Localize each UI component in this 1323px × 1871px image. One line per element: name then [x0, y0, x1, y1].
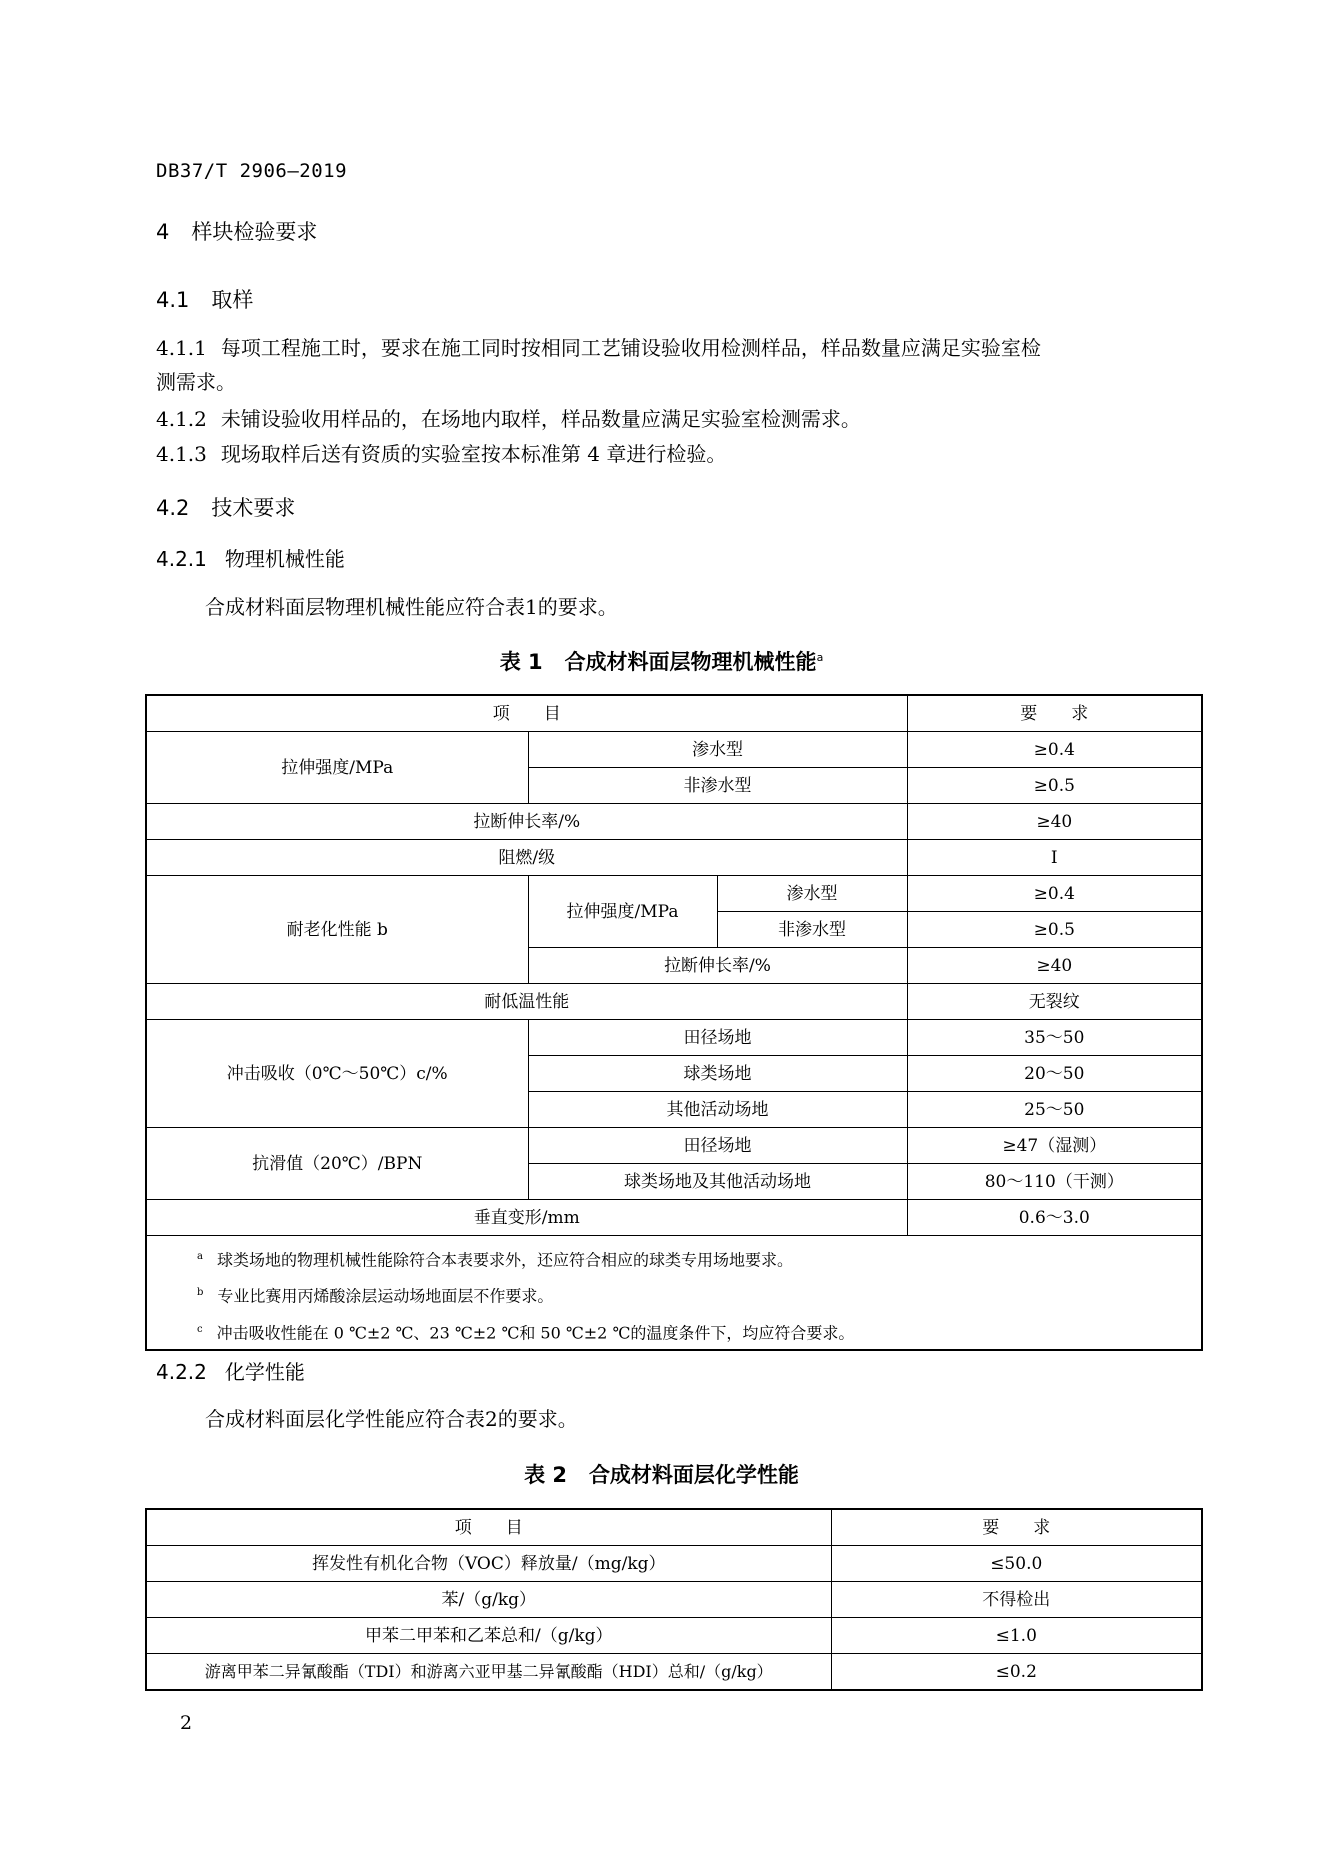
- section-heading-4-2: [156, 492, 295, 522]
- sub-label-non-permeable: 非渗水型: [717, 912, 907, 948]
- item-cell: 挥发性有机化合物（VOC）释放量/（mg/kg）: [146, 1546, 831, 1582]
- row-label-tensile: 拉伸强度/MPa: [146, 732, 528, 804]
- note-mark: c: [197, 1323, 203, 1335]
- sub-label-permeable: 渗水型: [717, 876, 907, 912]
- clause-number: 4.1.1: [156, 336, 207, 360]
- table-header-item: 项 目: [146, 695, 907, 732]
- table-note-a: [197, 1240, 1201, 1276]
- table-row: [146, 876, 1202, 912]
- sub-label-track: 田径场地: [528, 1128, 907, 1164]
- clause-text: 未铺设验收用样品的，在场地内取样，样品数量应满足实验室检测需求。: [220, 407, 861, 431]
- table-row: [146, 732, 1202, 768]
- table-header-requirement: 要 求: [831, 1509, 1202, 1546]
- table-row: [146, 984, 1202, 1020]
- sub-label-ball-other: 球类场地及其他活动场地: [528, 1164, 907, 1200]
- value-cell: 80～110（干测）: [907, 1164, 1202, 1200]
- section-heading-4-2-1: [156, 543, 345, 572]
- row-label-slip: 抗滑值（20℃）/BPN: [146, 1128, 528, 1200]
- note-mark: b: [197, 1287, 204, 1299]
- value-cell: ≥0.4: [907, 876, 1202, 912]
- table-header-item: 项 目: [146, 1509, 831, 1546]
- table-notes: [146, 1236, 1202, 1350]
- note-text: 冲击吸收性能在 0 ℃±2 ℃、23 ℃±2 ℃和 50 ℃±2 ℃的温度条件下，均应符合要求。: [216, 1322, 855, 1342]
- document-code: DB37/T 2906—2019: [156, 160, 348, 182]
- clause-number: 4.1.2: [156, 407, 207, 431]
- sub-label-aging-elongation: 拉断伸长率/%: [528, 948, 907, 984]
- table2-caption-title: 合成材料面层化学性能: [588, 1463, 799, 1487]
- clause-text: 现场取样后送有资质的实验室按本标准第 4 章进行检验。: [220, 442, 727, 466]
- value-cell: ≥0.4: [907, 732, 1202, 768]
- section-title: 样块检验要求: [191, 220, 318, 244]
- clause-4-1-2: [156, 402, 861, 436]
- table1-intro: 合成材料面层物理机械性能应符合表1的要求。: [205, 595, 618, 619]
- note-mark: a: [197, 1251, 203, 1262]
- item-cell: 甲苯二甲苯和乙苯总和/（g/kg）: [146, 1618, 831, 1654]
- table-row: [146, 840, 1202, 876]
- table-header-row: [146, 1509, 1202, 1546]
- table2-intro: 合成材料面层化学性能应符合表2的要求。: [205, 1407, 578, 1431]
- value-cell: ≥40: [907, 948, 1202, 984]
- section-title: 化学性能: [224, 1360, 305, 1384]
- table-note-b: [197, 1276, 1201, 1312]
- table-note-c: [197, 1313, 1201, 1349]
- value-cell: ≥47（湿测）: [907, 1128, 1202, 1164]
- value-cell: 0.6～3.0: [907, 1200, 1202, 1236]
- section-heading-4-2-2: [156, 1356, 305, 1385]
- sub-label-other: 其他活动场地: [528, 1092, 907, 1128]
- clause-4-1-1: [156, 331, 1041, 365]
- section-number: 4: [156, 220, 170, 244]
- table2-chemical: [145, 1508, 1203, 1691]
- table-row: [146, 1546, 1202, 1582]
- value-cell: 无裂纹: [907, 984, 1202, 1020]
- table1-caption: [0, 646, 1323, 676]
- table-row: [146, 1582, 1202, 1618]
- row-label-impact: 冲击吸收（0℃～50℃）c/%: [146, 1020, 528, 1128]
- row-label-aging: 耐老化性能 b: [146, 876, 528, 984]
- sub-label-non-permeable: 非渗水型: [528, 768, 907, 804]
- value-cell: 25～50: [907, 1092, 1202, 1128]
- table-header-row: [146, 695, 1202, 732]
- section-number: 4.2.1: [156, 547, 207, 571]
- table-row: [146, 1654, 1202, 1691]
- value-cell: 不得检出: [831, 1582, 1202, 1618]
- table2-caption: [0, 1459, 1323, 1489]
- value-cell: ≥0.5: [907, 912, 1202, 948]
- row-label-elongation: 拉断伸长率/%: [146, 804, 907, 840]
- value-cell: ≤0.2: [831, 1654, 1202, 1691]
- value-cell: I: [907, 840, 1202, 876]
- row-label-vertical: 垂直变形/mm: [146, 1200, 907, 1236]
- sub-label-track: 田径场地: [528, 1020, 907, 1056]
- table1-physical-mechanical: [145, 694, 1203, 1351]
- note-text: 球类场地的物理机械性能除符合本表要求外，还应符合相应的球类专用场地要求。: [216, 1250, 793, 1270]
- table-notes-row: [146, 1236, 1202, 1350]
- table-row: [146, 1200, 1202, 1236]
- table1-caption-number: 表 1: [499, 650, 543, 674]
- section-title: 物理机械性能: [224, 547, 345, 571]
- table-row: [146, 1618, 1202, 1654]
- clause-4-1-3: [156, 437, 726, 471]
- section-number: 4.1: [156, 288, 190, 312]
- note-text: 专业比赛用丙烯酸涂层运动场地面层不作要求。: [217, 1286, 554, 1306]
- section-title: 取样: [211, 288, 254, 312]
- sub-label-ball: 球类场地: [528, 1056, 907, 1092]
- value-cell: 20～50: [907, 1056, 1202, 1092]
- table1-caption-note-mark: a: [816, 651, 824, 664]
- section-title: 技术要求: [211, 496, 296, 520]
- clause-text-line1: 每项工程施工时，要求在施工同时按相同工艺铺设验收用检测样品，样品数量应满足实验室检: [220, 336, 1041, 360]
- value-cell: ≤50.0: [831, 1546, 1202, 1582]
- value-cell: ≤1.0: [831, 1618, 1202, 1654]
- table-header-requirement: 要 求: [907, 695, 1202, 732]
- section-heading-4: [156, 216, 317, 246]
- item-cell: 游离甲苯二异氰酸酯（TDI）和游离六亚甲基二异氰酸酯（HDI）总和/（g/kg）: [146, 1654, 831, 1691]
- clause-4-1-1-continued: 测需求。: [156, 370, 236, 394]
- row-label-flame: 阻燃/级: [146, 840, 907, 876]
- table-row: [146, 1020, 1202, 1056]
- table-row: [146, 1128, 1202, 1164]
- table1-caption-title: 合成材料面层物理机械性能: [564, 650, 817, 674]
- clause-number: 4.1.3: [156, 442, 207, 466]
- sub-label-permeable: 渗水型: [528, 732, 907, 768]
- row-label-low-temp: 耐低温性能: [146, 984, 907, 1020]
- section-number: 4.2.2: [156, 1360, 207, 1384]
- sub-label-aging-tensile: 拉伸强度/MPa: [528, 876, 717, 948]
- value-cell: ≥0.5: [907, 768, 1202, 804]
- value-cell: 35～50: [907, 1020, 1202, 1056]
- page-number: 2: [180, 1712, 193, 1734]
- section-heading-4-1: [156, 284, 253, 314]
- table2-caption-number: 表 2: [524, 1463, 567, 1487]
- item-cell: 苯/（g/kg）: [146, 1582, 831, 1618]
- table-row: [146, 804, 1202, 840]
- value-cell: ≥40: [907, 804, 1202, 840]
- section-number: 4.2: [156, 496, 190, 520]
